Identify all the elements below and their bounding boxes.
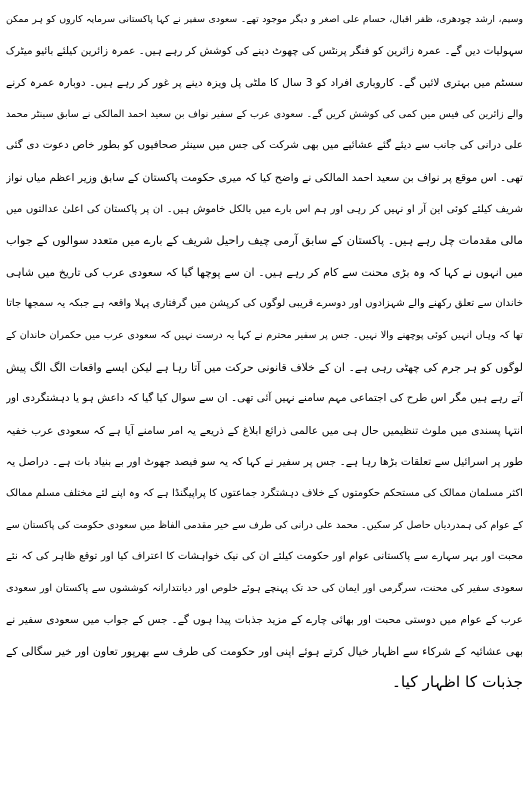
article-line: بھی عشائیہ کے شرکاء سے اظہار خیال کرتے ہوئے اپنی اور حکومت کی طرف سے بھرپور تعاون اور خیر سگالی کے [6, 644, 523, 658]
article-line: محبت اور بہر سہارے سے پاکستانی عوام اور حکومت کیلئے ان کی نیک خواہشات کا اعتراف کیا اور توقع ظاہر کی کہ نئے [6, 551, 523, 563]
article-line: سسٹم میں بہتری لائیں گے۔ کاروباری افراد کو 3 سال کا ملٹی پل ویزہ دینے پر غور کر رہے ہیں۔ دوبارہ عمرہ کرنے [6, 76, 523, 90]
article-line: انتہا پسندی میں ملوث تنظیمیں حال ہی میں عالمی ذرائع ابلاغ کے ذریعے یہ امر سامنے آیا ہے کہ سعودی عرب خفیہ [6, 423, 523, 437]
article-line: خاندان سے تعلق رکھنے والے شہزادوں اور دوسرے قریبی لوگوں کی کرپشن میں گرفتاری پہلا واقعہ ہے جبکہ یہ سمجھا جاتا [6, 298, 523, 310]
article-line: کے عوام کی ہمدردیاں حاصل کر سکیں۔ محمد علی درانی کی طرف سے خیر مقدمی الفاظ میں سعودی حکومت کی پاکستان سے [6, 519, 523, 531]
article-line: لوگوں کو ہر جرم کی چھٹی رہی ہے۔ ان کے خلاف قانونی حرکت میں آتا رہا ہے لیکن ایسے واقعات الگ الگ پیش [6, 360, 523, 374]
article-line: مالی مقدمات چل رہے ہیں۔ پاکستان کے سابق آرمی چیف راحیل شریف کے بارے میں متعدد سوالوں کے جواب [6, 233, 523, 248]
article-body [6, 4, 523, 699]
article-line: آتے رہے ہیں مگر اس طرح کی اجتماعی مہم سامنے نہیں آئی تھی۔ ان سے سوال کیا گیا کہ داعش ہو یا دہشتگردی اور [6, 392, 523, 405]
article-line: تھی۔ اس موقع پر نواف بن سعید احمد المالکی نے واضح کیا کہ میری حکومت پاکستان کے سابق وزیر اعظم میاں نواز [6, 170, 523, 184]
article-line: سہولیات دیں گے۔ عمرہ زائرین کو فنگر پرنٹس کی چھوٹ دینے کی کوشش کر رہے ہیں۔ عمرہ زائرین کیلئے بائیو میٹرک [6, 44, 523, 57]
article-line: سعودی سفیر کی محنت، سرگرمی اور ایمان کی حد تک پہنچے ہوئے خلوص اور دیانتدارانہ کوششوں سے پاکستان اور سعودی [6, 582, 523, 594]
article-line: علی درانی کی جانب سے دیئے گئے عشائیے میں بھی شرکت کی جس میں سینئر صحافیوں کو بطور خاص دعوت دی گئی [6, 139, 523, 152]
article-line: میں انہوں نے کہا کہ وہ بڑی محنت سے کام کر رہے ہیں۔ ان سے پوچھا گیا کہ سعودی عرب کی تاریخ میں شاہی [6, 265, 523, 279]
article-line: عرب کے عوام میں دوستی محبت اور بھائی چارے کے مزید جذبات پیدا ہوں گے۔ جس کے جواب میں سعودی سفیر نے [6, 613, 523, 627]
article-line: والے زائرین کی فیس میں کمی کی کوشش کریں گے۔ سعودی عرب کے سفیر نواف بن سعید احمد المالکی نے سابق سینٹر محمد [6, 108, 523, 120]
article-line: جذبات کا اظہار کیا۔ [391, 673, 523, 692]
article-line: شریف کیلئے کوئی این آر او نہیں کر رہی اور ہم اس بارے میں بالکل خاموش ہیں۔ ان پر پاکستان کی اعلیٰ عدالتوں میں [6, 203, 523, 215]
article-line: اکثر مسلمان ممالک کی مستحکم حکومتوں کے خلاف دہشتگرد جماعتوں کا پراپیگنڈا ہے کہ وہ اپنے لئے مختلف مسلم ممالک [6, 487, 523, 499]
article-line: طور پر اسرائیل سے تعلقات بڑھا رہا ہے۔ جس پر سفیر نے کہا کہ یہ سو فیصد جھوٹ اور بے بنیاد بات ہے۔ دراصل یہ [6, 455, 523, 469]
article-line: تھا کہ وہاں انہیں کوئی پوچھنے والا نہیں۔ جس پر سفیر محترم نے کہا یہ درست نہیں کہ سعودی عرب میں حکمران خاندان کے [6, 329, 523, 341]
article-line: وسیم، ارشد چودھری، ظفر اقبال، حسام علی اصغر و دیگر موجود تھے۔ سعودی سفیر نے کہا پاکستانی سرمایہ کاروں کو ہر ممکن [6, 14, 523, 25]
